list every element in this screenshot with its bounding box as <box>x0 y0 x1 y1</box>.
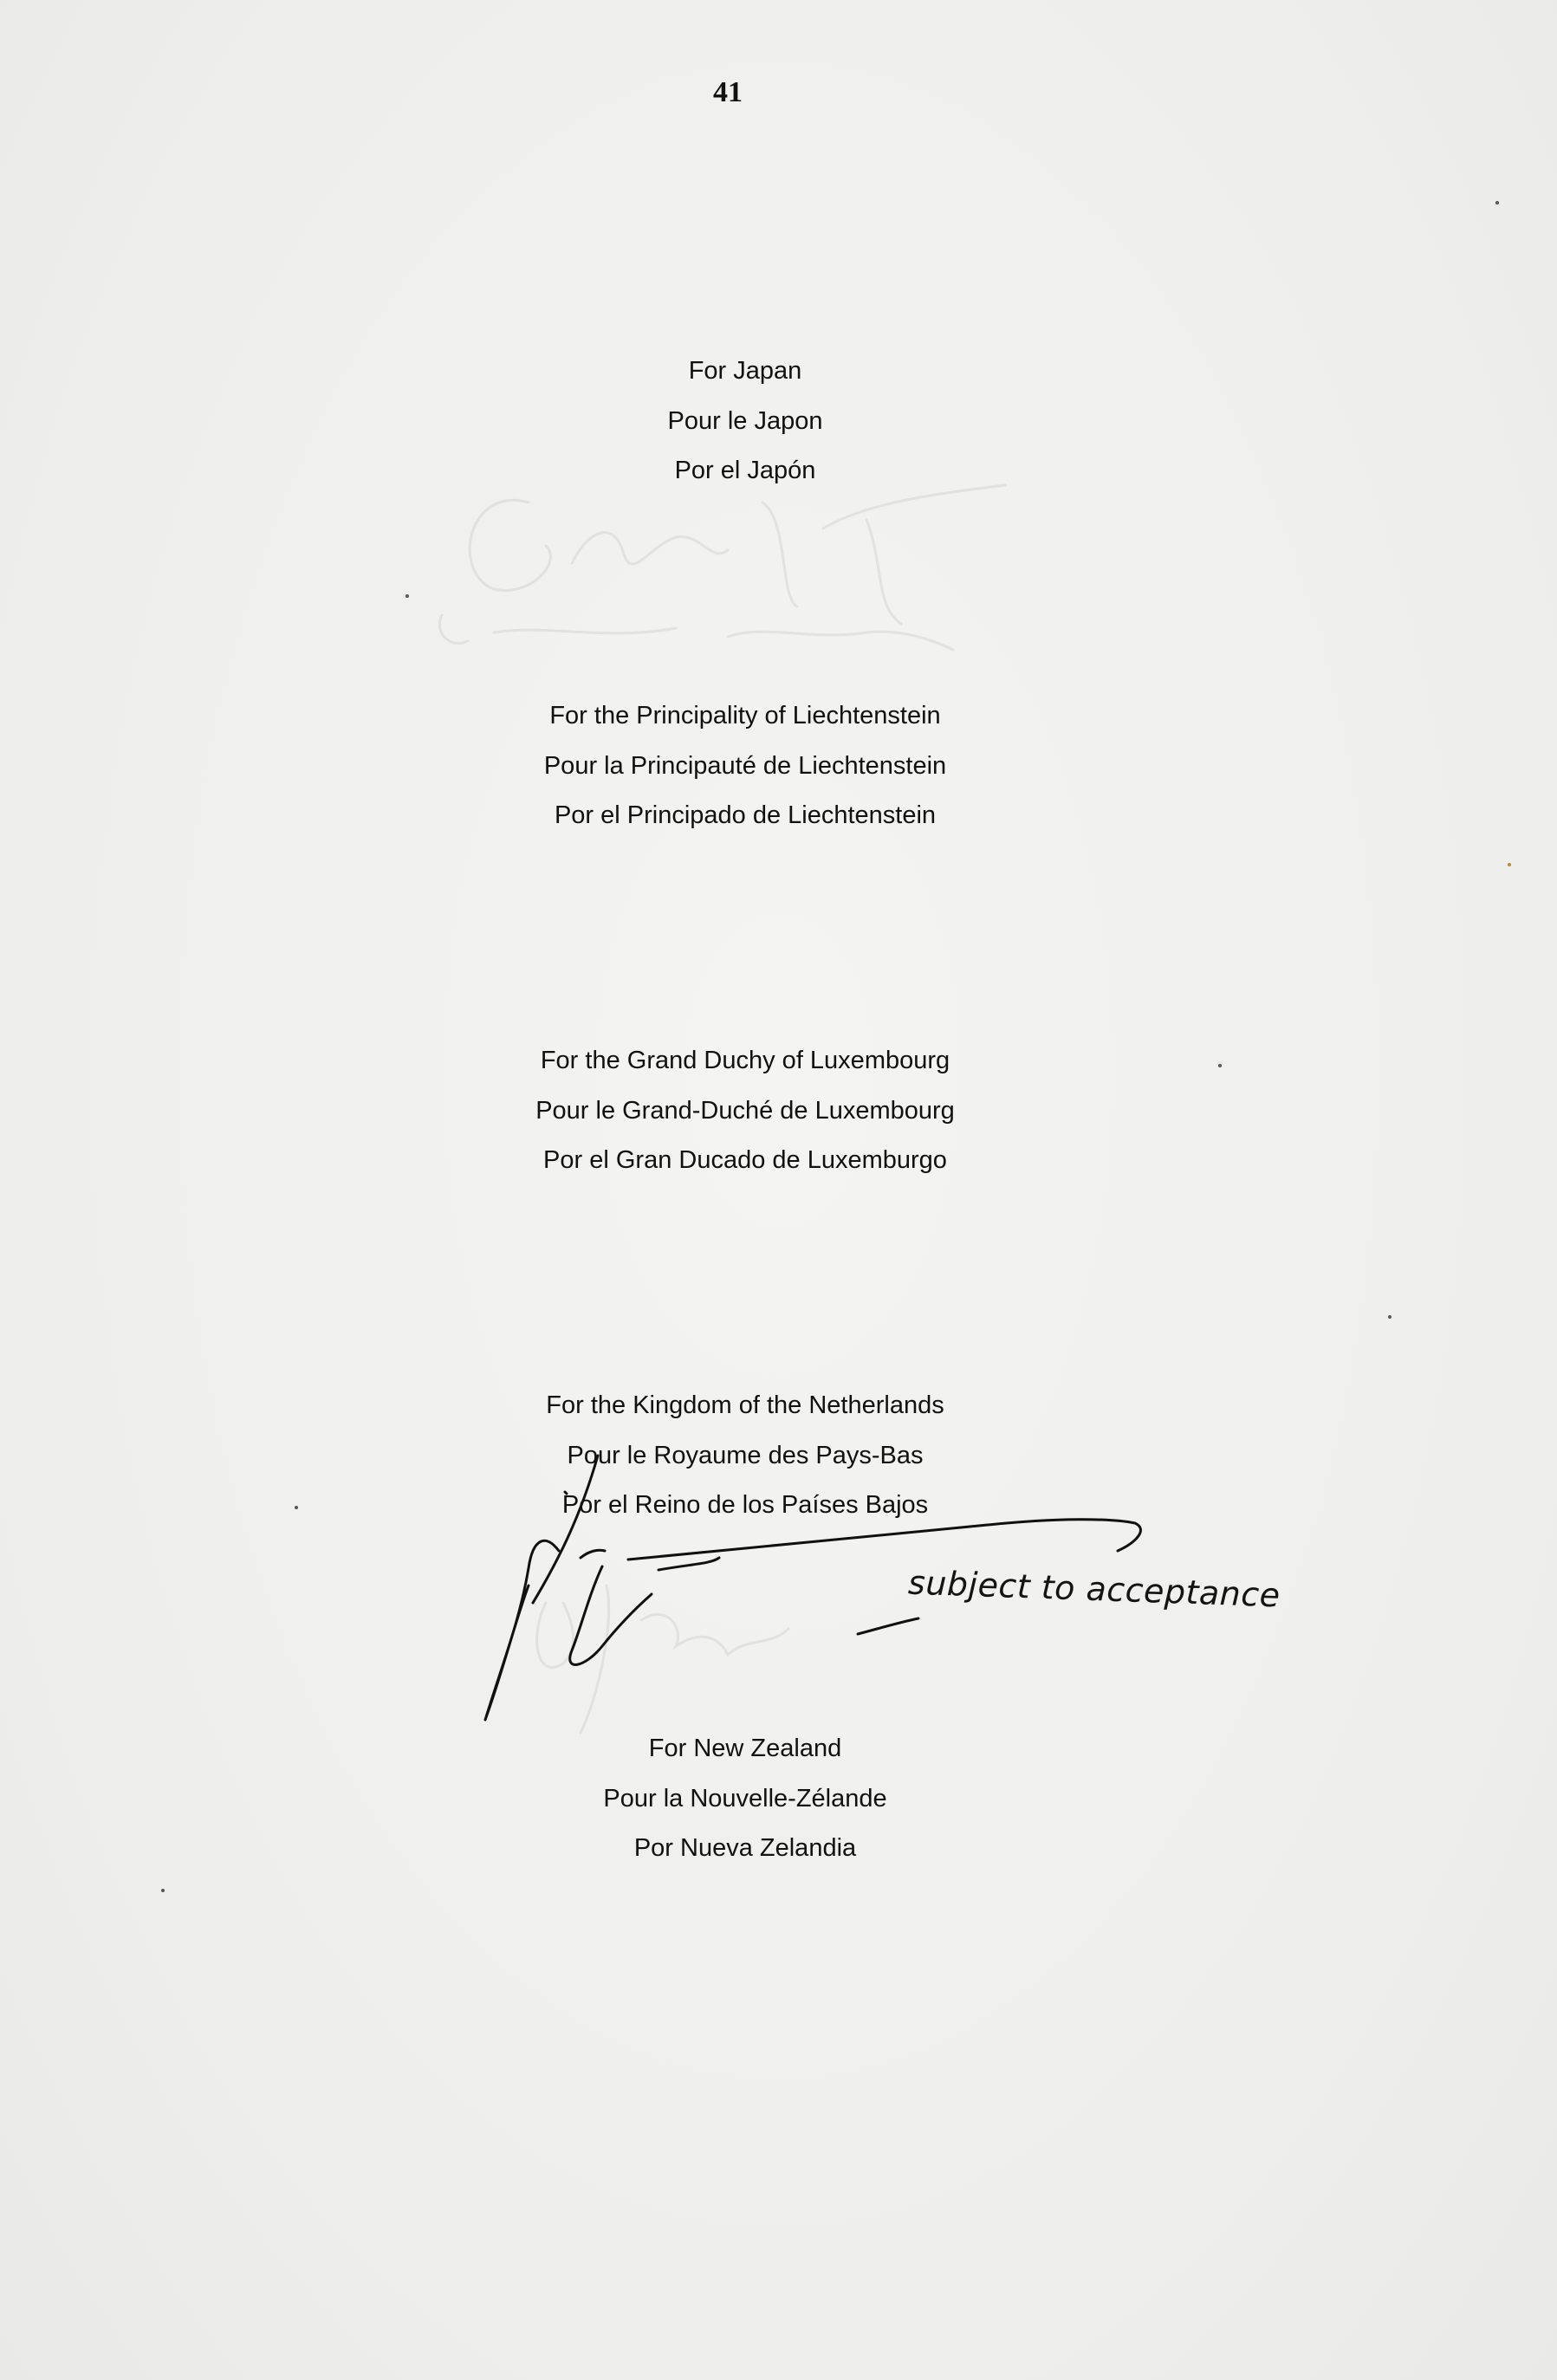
block-french-line: Pour le Royaume des Pays-Bas <box>567 1441 924 1469</box>
block-spanish-line: Por el Japón <box>674 457 816 484</box>
block-french-line: Pour la Principauté de Liechtenstein <box>543 751 947 780</box>
block-english-line: For the Principality of Liechtenstein <box>549 702 941 730</box>
block-english-line: For the Kingdom of the Netherlands <box>546 1391 944 1419</box>
scan-speck <box>1495 201 1499 204</box>
scan-speck <box>295 1506 298 1509</box>
scan-speck <box>161 1889 165 1892</box>
bleed-through-signature <box>511 1568 823 1741</box>
block-english-line: For New Zealand <box>648 1735 842 1762</box>
signature-block-luxembourg <box>0 1036 1490 1186</box>
handwritten-annotation: subject to acceptance <box>907 1563 1281 1615</box>
signature-block-liechtenstein <box>0 691 1490 841</box>
block-french-line: Pour le Japon <box>667 406 823 435</box>
scan-speck <box>1388 1315 1392 1319</box>
block-spanish-line: Por el Reino de los Países Bajos <box>561 1491 929 1519</box>
signature-block-japan <box>0 347 1490 496</box>
bleed-through-signature <box>416 468 1040 676</box>
block-english-line: For Japan <box>688 357 802 385</box>
scan-speck <box>405 594 409 598</box>
block-french-line: Pour le Grand-Duché de Luxembourg <box>535 1096 955 1125</box>
block-spanish-line: Por Nueva Zelandia <box>633 1834 857 1862</box>
scan-speck <box>1218 1064 1222 1067</box>
block-french-line: Pour la Nouvelle-Zélande <box>603 1784 887 1813</box>
page-number: 41 <box>713 76 743 108</box>
block-spanish-line: Por el Principado de Liechtenstein <box>554 801 937 829</box>
signature-block-netherlands <box>0 1381 1490 1531</box>
scan-speck <box>1508 863 1511 866</box>
block-english-line: For the Grand Duchy of Luxembourg <box>540 1047 950 1074</box>
block-spanish-line: Por el Gran Ducado de Luxemburgo <box>543 1146 947 1174</box>
signature-block-new-zealand <box>0 1724 1490 1874</box>
